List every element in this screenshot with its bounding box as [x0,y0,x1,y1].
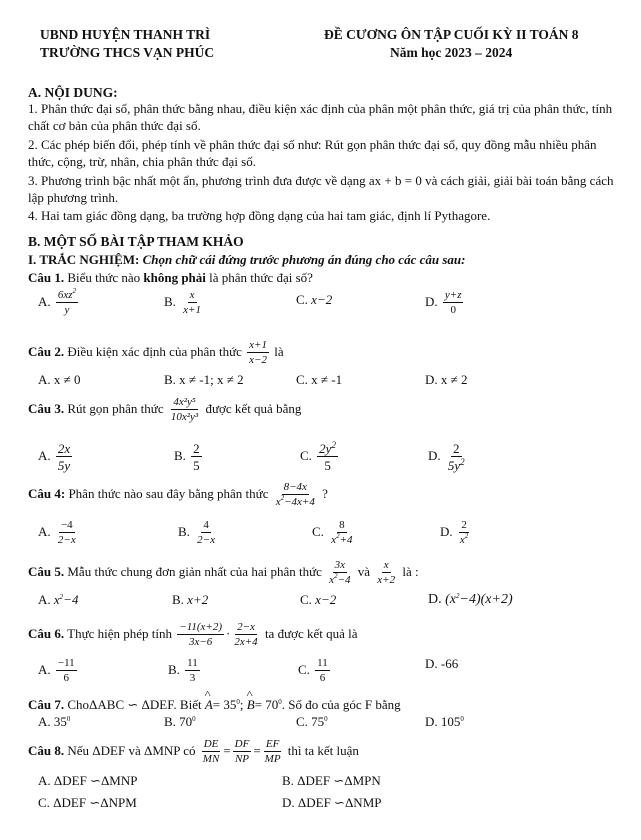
exponent: 2 [336,532,340,540]
fraction-numerator: 11 [187,657,198,669]
degree-mark: 0 [278,698,282,706]
content-item-4: 4. Hai tam giác đồng dạng, ba trường hợp đồng dạng của hai tam giác, định lí Pythagore. [28,208,491,223]
q5-option-d[interactable] [428,592,513,608]
q5-option-a[interactable] [38,592,78,608]
question-text: Mẫu thức chung đơn giản nhất của hai phân thức [67,563,322,579]
option-letter: C. [300,447,312,463]
fraction-numerator: 2x [57,441,71,456]
question-2 [28,340,284,366]
option-letter: D. [428,447,441,463]
option-value: 105 [440,714,461,729]
option-expression [54,592,79,607]
question-8 [28,739,359,765]
exponent: 2 [280,494,285,502]
question-text: là : [402,563,419,579]
fraction-denominator: x−2 [249,354,267,366]
fraction-denominator: 5y [57,458,71,473]
fraction-numerator: −11(x+2) [179,621,223,633]
equals-sign: = [223,742,231,758]
fraction [177,622,224,648]
option-expression: x+2 [187,592,209,607]
fraction [56,442,72,472]
fraction [315,658,330,684]
fraction-numerator: y+z [444,289,462,301]
question-label: Câu 7. [28,697,65,712]
fraction [191,442,202,472]
option-letter: C. [296,292,308,307]
option-letter: B. [172,592,184,607]
fraction [446,442,467,472]
question-label: Câu 5. [28,563,65,579]
fraction-numerator: x [189,289,195,301]
option-letter: D. [425,293,438,309]
q3-option-c[interactable] [300,442,340,472]
fraction-denominator: 2−x [57,534,76,546]
fraction [56,287,78,316]
option-letter: C. [312,523,324,539]
q6-option-b[interactable] [168,658,202,684]
degree-mark: 0 [324,715,328,723]
fraction [327,560,352,586]
option-value: 70 [179,714,193,729]
question-text: và [357,563,371,579]
fraction [317,442,338,472]
fraction-numerator: 2y [319,441,332,456]
q8-option-c[interactable]: C. ΔDEF ∽ΔNPM [38,795,137,810]
question-5 [28,560,419,586]
degree-mark: 0 [236,698,240,706]
option-letter: B. [178,523,190,539]
expr-part: x [53,592,60,607]
q3-option-a[interactable] [38,442,74,472]
fraction-denominator: 5 [193,458,200,473]
org-line-1: UBND HUYỆN THANH TRÌ [40,27,211,42]
q1-option-b[interactable] [164,290,205,316]
document-title: ĐỀ CƯƠNG ÔN TẬP CUỐI KỲ II TOÁN 8 [324,27,579,42]
q3-option-d[interactable] [428,442,469,472]
option-letter: A. [38,592,51,607]
q7-option-b[interactable] [164,714,196,730]
fraction-denominator: 5 [324,458,331,473]
option-letter: D. [425,656,438,671]
q7-option-c[interactable] [296,714,328,730]
fraction-denominator: x [459,534,465,546]
question-text: là phân thức đại số? [209,270,313,285]
q6-option-c[interactable] [298,658,332,684]
option-letter: D. [440,523,453,539]
fraction-denominator: x+1 [183,304,201,316]
q1-option-d[interactable] [425,290,465,316]
exponent: 2 [460,457,465,467]
option-expression: x−2 [311,292,333,307]
fraction [181,290,203,316]
degree-mark: 0 [66,715,71,723]
content-item-3: 3. Phương trình bậc nhất một ẩn, phương trình đưa được về dạng ax + b = 0 và cách giải, giải bài toán bằng cách lập phương trình. [28,173,614,205]
q2-option-c[interactable]: C. x ≠ -1 [296,372,343,387]
fraction [458,520,470,546]
q8-option-b[interactable]: B. ΔDEF ∽ΔMPN [282,773,381,788]
fraction-numerator: 8 [339,519,345,531]
fraction-denominator: 2x+4 [234,636,258,648]
org-line-2: TRƯỜNG THCS VẠN PHÚC [40,45,215,60]
q1-option-a[interactable] [38,287,80,316]
option-letter: A. [38,447,51,463]
exponent: 2 [456,592,460,600]
q5-option-c[interactable] [300,592,336,608]
question-text: ta được kết quả là [264,625,358,641]
fraction-denominator: −4x+4 [284,496,315,508]
fraction-numerator: 3x [334,559,346,571]
exponent: 2 [334,572,338,580]
question-text: thì ta kết luận [287,742,359,758]
question-text: ? [322,485,328,501]
question-text-bold: không phải [143,270,206,285]
fraction-denominator: 6 [319,672,326,684]
question-7 [28,697,401,713]
fraction-numerator: 2 [193,441,200,456]
fraction-denominator: 10x²y³ [170,411,199,423]
angle-value: = 35 [212,697,237,712]
equals-sign: = [253,742,261,758]
q4-option-d[interactable] [440,520,472,546]
fraction-denominator: +4 [339,534,353,546]
q6-option-d[interactable] [425,656,458,672]
question-text: Nếu ΔDEF và ΔMNP có [67,742,196,758]
option-expression: -66 [440,656,459,671]
content-item-2: 2. Các phép biến đổi, phép tính về phân thức đại số như: Rút gọn phân thức đại số, quy đồng mẫu nhiều phân thức, cộng, trừ, nhân, chia phân thức đại số. [28,137,597,169]
section-b-heading: B. MỘT SỐ BÀI TẬP THAM KHẢO [28,234,244,249]
fraction-numerator: 8−4x [283,481,307,493]
option-letter: B. [164,293,176,309]
q8-option-d[interactable]: D. ΔDEF ∽ΔNMP [282,795,382,810]
fraction [263,739,283,765]
question-text: Biểu thức nào [67,270,141,285]
degree-mark: 0 [460,715,464,723]
question-label: Câu 6. [28,625,65,641]
option-letter: B. [174,447,186,463]
fraction [201,739,222,765]
exponent: 2 [59,593,64,601]
fraction-numerator: DE [203,738,219,750]
option-value: 75 [311,714,325,729]
fraction-numerator: 2 [461,519,467,531]
q4-option-b[interactable] [178,520,219,546]
fraction-numerator: EF [265,738,280,750]
multiply-dot: · [226,625,231,641]
option-letter: C. [300,592,312,607]
question-label: Câu 4: [28,485,66,501]
fraction [185,658,200,684]
fraction-numerator: 4 [203,519,209,531]
expr-part: −4 [63,592,79,607]
fraction-denominator: 5y [447,458,461,473]
fraction [233,739,252,765]
question-label: Câu 3. [28,400,65,416]
q2-option-a[interactable]: A. x ≠ 0 [38,372,81,387]
part1-label: I. TRẮC NGHIỆM: [28,252,140,267]
fraction-denominator: MP [264,753,281,765]
fraction-denominator: MN [202,753,220,765]
fraction [195,520,217,546]
question-text: Thực hiện phép tính [67,625,173,641]
question-4 [28,482,328,508]
fraction-denominator: x [329,574,335,586]
fraction [274,482,317,508]
school-year: Năm học 2023 – 2024 [390,45,513,60]
fraction-denominator: −4 [337,574,351,586]
question-label: Câu 2. [28,343,65,359]
question-3 [28,397,301,423]
option-letter: D. [425,714,438,729]
option-letter: B. [164,714,176,729]
fraction [56,520,78,546]
option-letter: C. [296,714,308,729]
q7-option-d[interactable] [425,714,464,730]
option-letter: A. [38,293,51,309]
fraction-denominator: x [331,534,337,546]
q1-option-c[interactable] [296,292,332,308]
option-letter: B. [168,661,180,677]
q4-option-c[interactable] [312,520,357,546]
fraction-denominator: NP [234,753,249,765]
fraction [443,290,464,316]
degree-mark: 0 [192,715,196,723]
fraction-denominator: 3 [189,672,196,684]
fraction [375,560,397,586]
question-label: Câu 1. [28,270,65,285]
fraction [56,658,77,684]
section-a-heading: A. NỘI DUNG: [28,85,118,100]
angle-a: ^ A [205,697,213,713]
fraction-numerator: 2 [453,441,460,456]
question-text: Rút gọn phân thức [67,400,164,416]
question-text: Điều kiện xác định của phân thức [67,343,242,359]
fraction-numerator: 11 [317,657,328,669]
q5-option-b[interactable] [172,592,208,608]
fraction [232,622,259,648]
q2-option-d[interactable]: D. x ≠ 2 [425,372,468,387]
question-6 [28,622,358,648]
expr-part: −4)(x+2) [459,592,513,607]
fraction-numerator: DF [234,738,250,750]
fraction-numerator: −4 [60,519,73,531]
exponent: 2 [72,287,77,295]
fraction-numerator: −11 [57,657,75,669]
separator: ; [239,697,244,712]
fraction [247,340,269,366]
fraction-denominator: 3x−6 [189,636,213,648]
fraction-numerator: 6xz [57,289,73,301]
fraction-numerator: x+1 [249,339,267,351]
question-text: ChoΔABC ∽ ΔDEF. Biết [67,697,202,712]
expr-part: (x [445,592,457,607]
content-item-1: 1. Phân thức đại số, phân thức bằng nhau, điều kiện xác định của phân một phân thức, giá trị của phân thức, tính chất cơ bản của phân thức đại số. [28,101,613,133]
option-letter: A. [38,661,51,677]
fraction [169,397,200,423]
q2-option-b[interactable]: B. x ≠ -1; x ≠ 2 [164,372,244,387]
exponent: 2 [464,532,469,540]
question-label: Câu 8. [28,742,65,758]
q3-option-b[interactable] [174,442,204,472]
option-letter: D. [428,592,442,607]
fraction-denominator: y [64,304,70,316]
exponent: 2 [331,440,336,450]
fraction-denominator: 2−x [197,534,215,546]
option-letter: A. [38,714,51,729]
fraction-denominator: x+2 [377,574,396,586]
option-letter: C. [298,661,310,677]
q6-option-a[interactable] [38,658,79,684]
option-expression [445,592,513,607]
question-text: . Số đo của góc F bằng [281,697,401,712]
option-value: 35 [53,714,67,729]
fraction-numerator: 4x²y⁵ [173,396,196,408]
option-letter: A. [38,523,51,539]
option-expression: x−2 [315,592,337,607]
question-text: Phân thức nào sau đây bằng phân thức [68,485,269,501]
part1-instruction: Chọn chữ cái đứng trước phương án đúng cho các câu sau: [142,252,466,267]
part1-heading [28,252,465,268]
q8-option-a[interactable]: A. ΔDEF ∽ΔMNP [38,773,138,788]
fraction-denominator: x [275,496,281,508]
q4-option-a[interactable] [38,520,80,546]
question-1 [28,270,313,286]
angle-b: ^ B [247,697,255,713]
fraction [329,520,354,546]
angle-value: = 70 [254,697,279,712]
fraction-denominator: 6 [63,672,70,684]
q7-option-a[interactable] [38,714,70,730]
fraction-numerator: 2−x [237,621,255,633]
question-text: được kết quả bằng [205,400,302,416]
fraction-denominator: 0 [450,304,456,316]
fraction-numerator: x [383,559,389,571]
question-text: là [274,343,284,359]
